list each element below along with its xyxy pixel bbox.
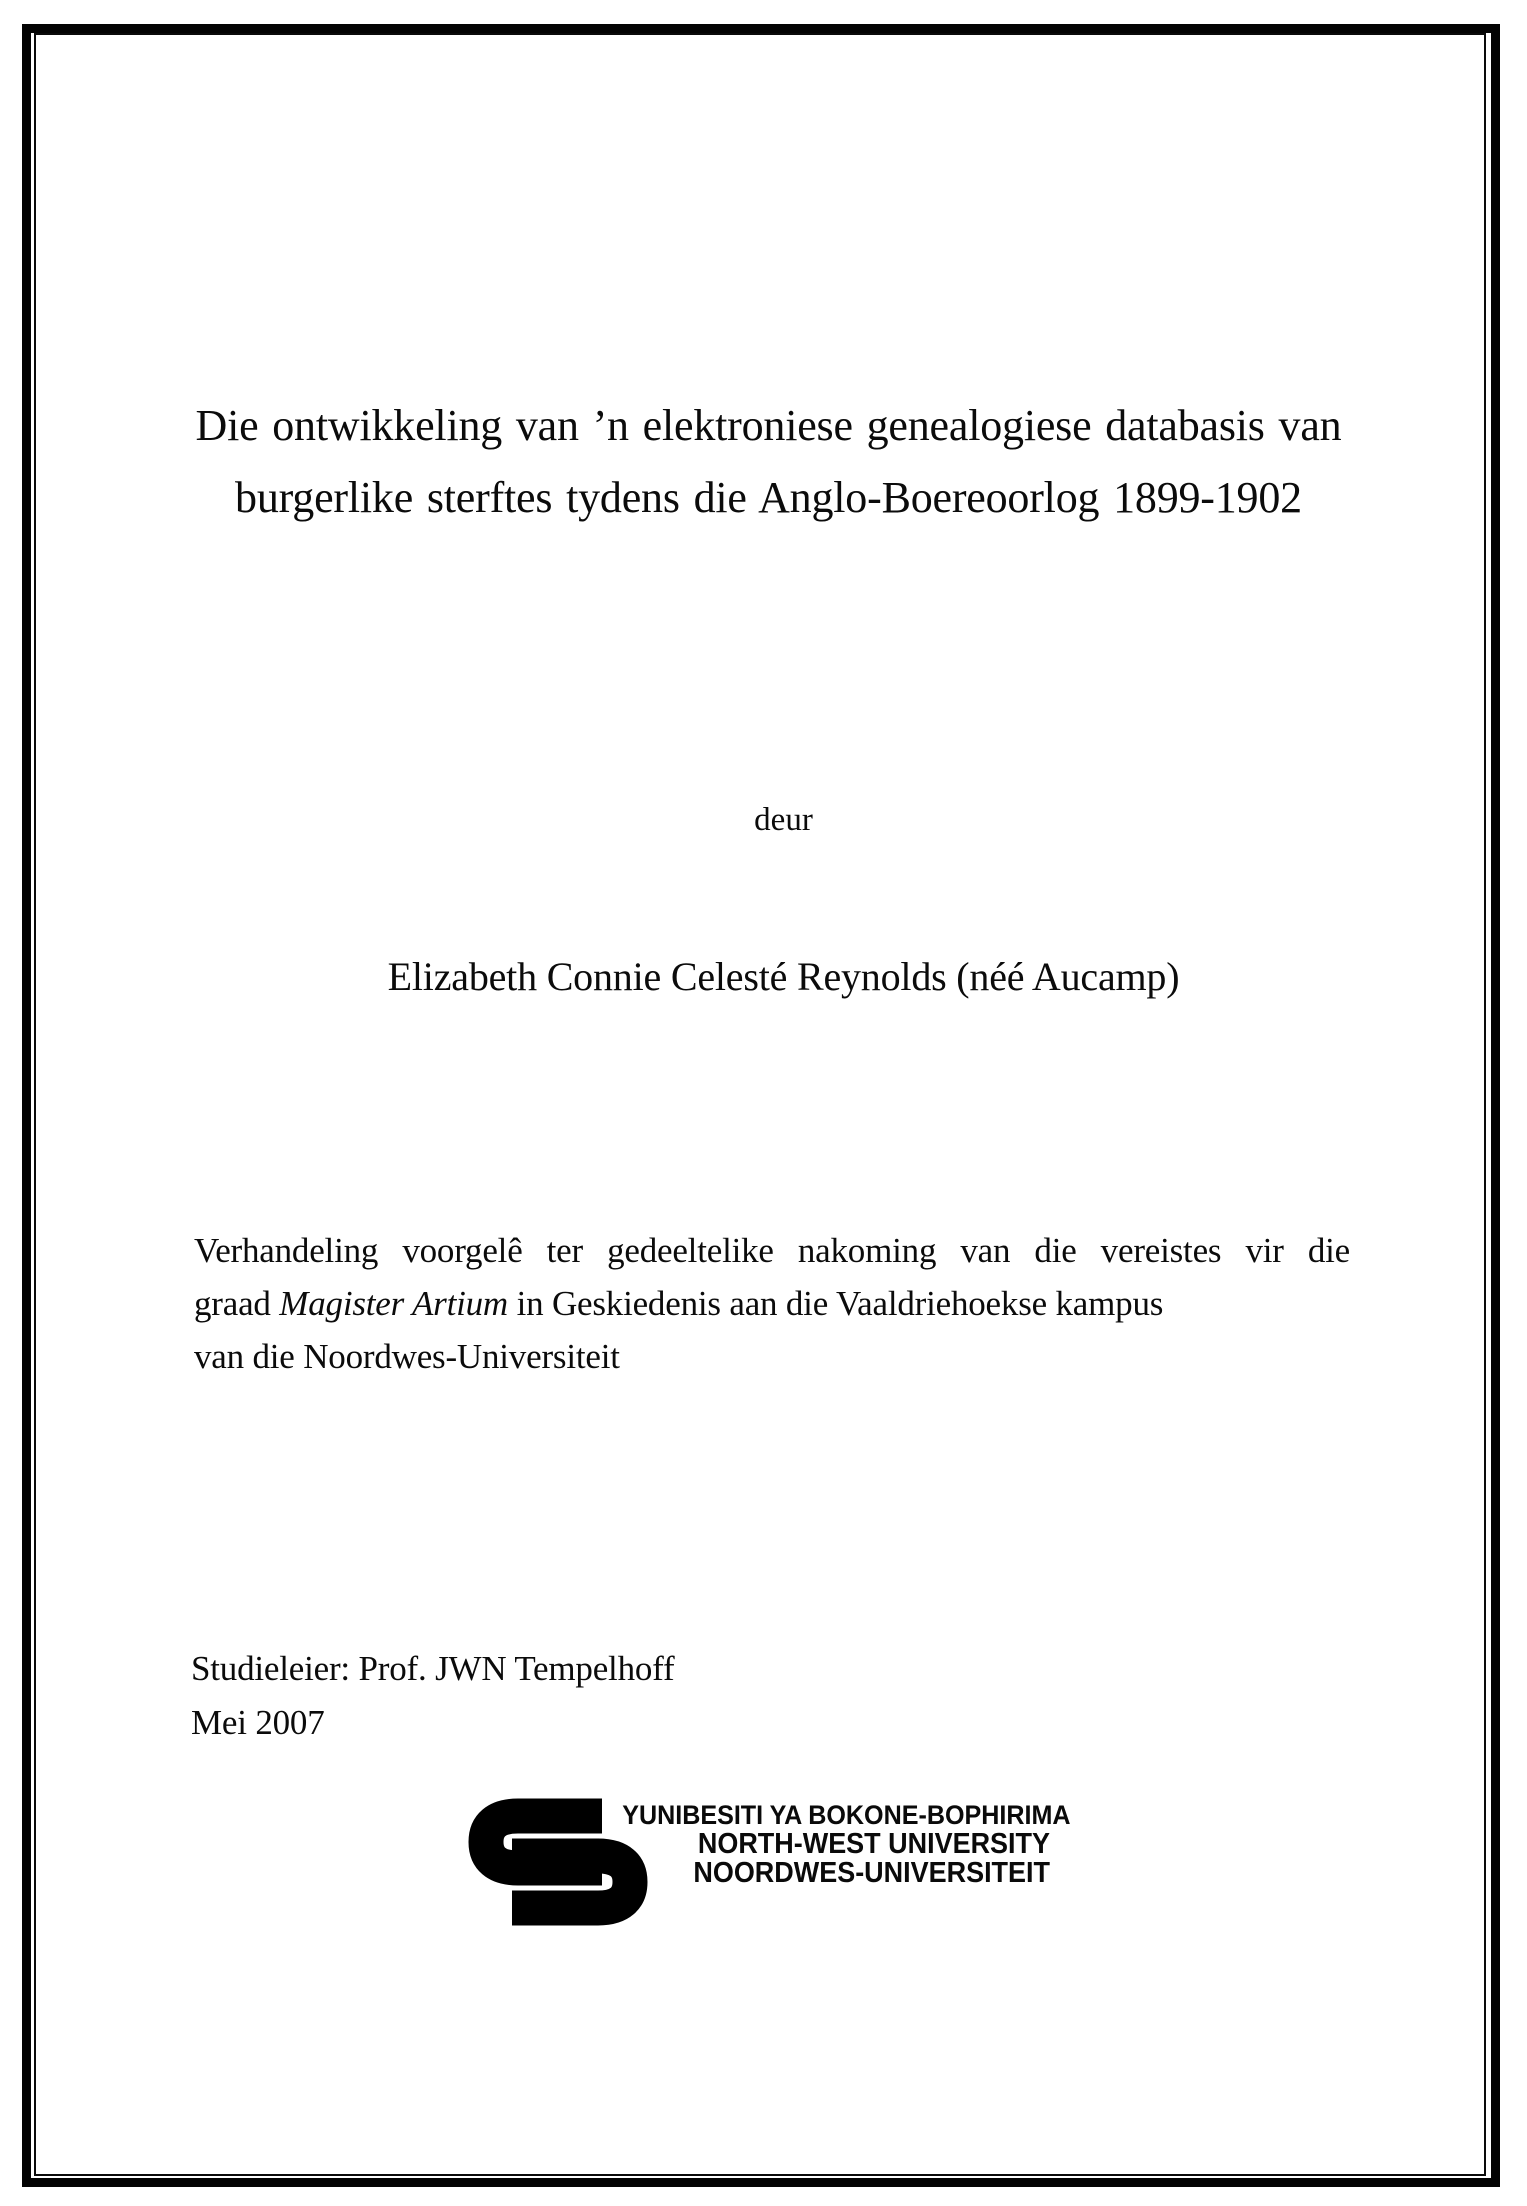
byline-deur: deur — [754, 802, 813, 838]
university-logo-text — [622, 1800, 1071, 1889]
supervisor-line: Studieleier: Prof. JWN Tempelhoff — [191, 1649, 675, 1688]
logo-line-afrikaans: NOORDWES-UNIVERSITEIT — [693, 1857, 1050, 1889]
submission-statement — [194, 1224, 1350, 1383]
university-logo — [462, 1794, 1071, 1934]
degree-name-italic: Magister Artium — [279, 1284, 509, 1323]
date-line: Mei 2007 — [191, 1703, 325, 1742]
submission-statement-line1: Verhandeling voorgelê ter gedeeltelike nakoming van die vereistes vir die — [194, 1231, 1350, 1270]
logo-line-setswana: YUNIBESITI YA BOKONE-BOPHIRIMA — [622, 1800, 1071, 1830]
statement-line2-pre: graad — [194, 1284, 280, 1323]
thesis-title-line2: burgerlike sterftes tydens die Anglo-Boereoorlog 1899-1902 — [235, 473, 1302, 522]
submission-statement-line2 — [194, 1277, 1350, 1330]
statement-line2-post: in Geskiedenis aan die Vaaldriehoekse kampus — [508, 1284, 1164, 1323]
author-name: Elizabeth Connie Celesté Reynolds (néé Aucamp) — [387, 954, 1180, 999]
supervisor-block — [191, 1642, 674, 1750]
thesis-title — [80, 390, 1457, 534]
logo-line-english: NORTH-WEST UNIVERSITY — [697, 1828, 1050, 1860]
submission-statement-line3: van die Noordwes-Universiteit — [194, 1337, 620, 1376]
thesis-title-line1: Die ontwikkeling van ’n elektroniese genealogiese databasis van — [195, 401, 1342, 450]
